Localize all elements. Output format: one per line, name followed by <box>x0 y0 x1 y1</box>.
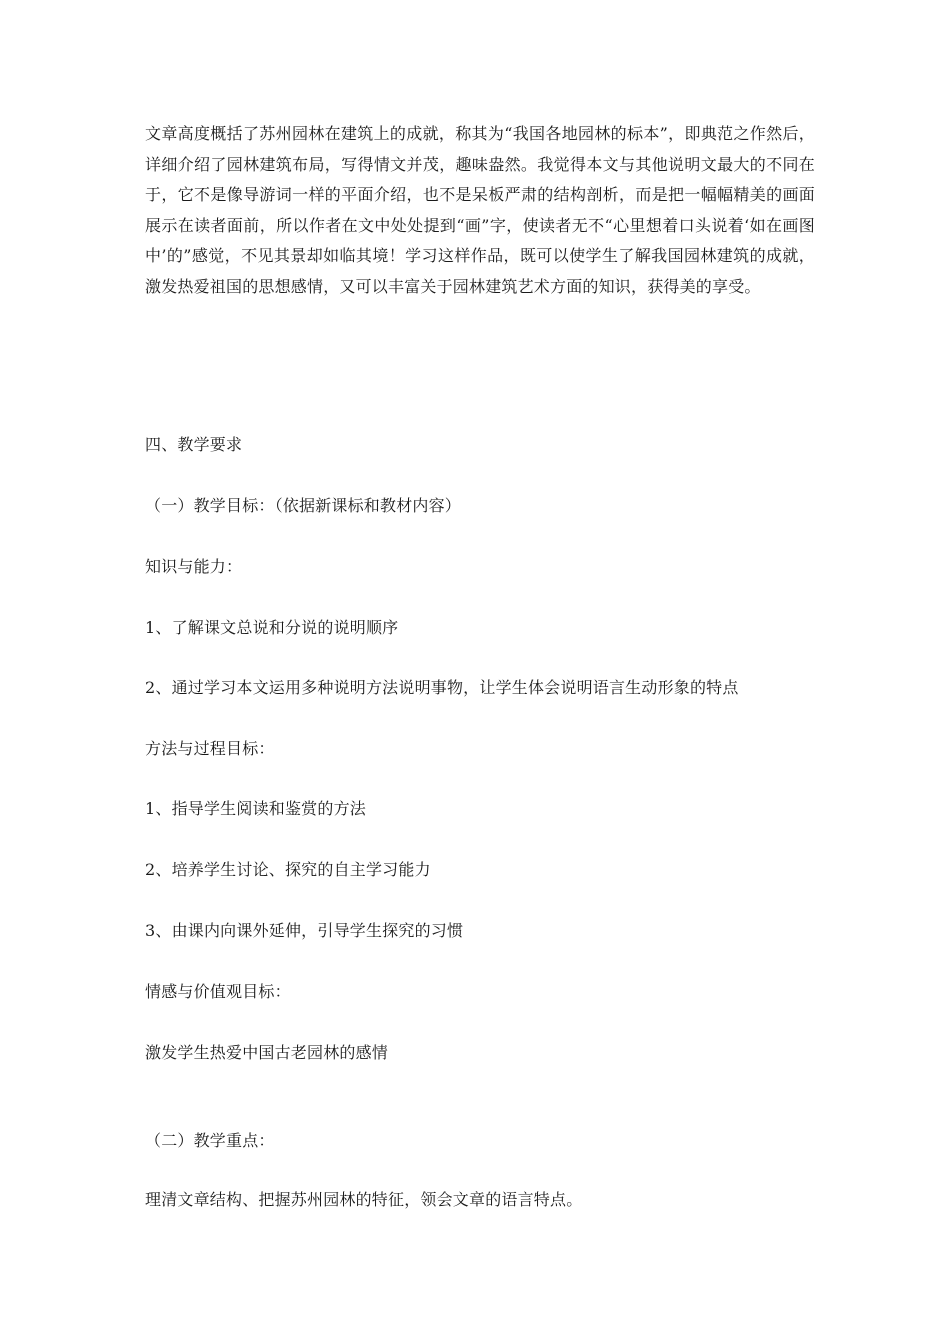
method-item: 2、培养学生讨论、探究的自主学习能力 <box>145 860 431 879</box>
knowledge-ability-heading: 知识与能力： <box>145 557 243 576</box>
method-item: 3、由课内向课外延伸，引导学生探究的习惯 <box>145 921 464 940</box>
emotion-values-heading: 情感与价值观目标： <box>145 982 291 1001</box>
knowledge-item: 2、通过学习本文运用多种说明方法说明事物，让学生体会说明语言生动形象的特点 <box>145 678 739 697</box>
method-process-heading: 方法与过程目标： <box>145 739 275 758</box>
key-points-text: 理清文章结构、把握苏州园林的特征，领会文章的语言特点。 <box>145 1190 583 1209</box>
key-points-heading: （二）教学重点： <box>145 1131 275 1150</box>
teaching-goals-heading: （一）教学目标：（依据新课标和教材内容） <box>145 496 462 515</box>
emotion-item: 激发学生热爱中国古老园林的感情 <box>145 1043 389 1062</box>
intro-paragraph: 文章高度概括了苏州园林在建筑上的成就，称其为“我国各地园林的标本”，即典范之作然后，详细介绍了园林建筑布局，写得情文并茂，趣味盎然。我觉得本文与其他说明文最大的不同在于，它不是像导游词一样的平面介绍，也不是呆板严肃的结构剖析，而是把一幅幅精美的画面展示在读者面前，所以作者在文中处处提到“画”字，使读者无不“心里想着口头说着‘如在画图中’的”感觉，不见其景却如临其境！学习这样作品，既可以使学生了解我国园林建筑的成就，激发热爱祖国的思想感情，又可以丰富关于园林建筑艺术方面的知识，获得美的享受。 <box>145 124 815 296</box>
method-item: 1、指导学生阅读和鉴赏的方法 <box>145 799 366 818</box>
knowledge-item: 1、了解课文总说和分说的说明顺序 <box>145 618 399 637</box>
section-heading-teaching-requirements: 四、教学要求 <box>145 435 243 454</box>
